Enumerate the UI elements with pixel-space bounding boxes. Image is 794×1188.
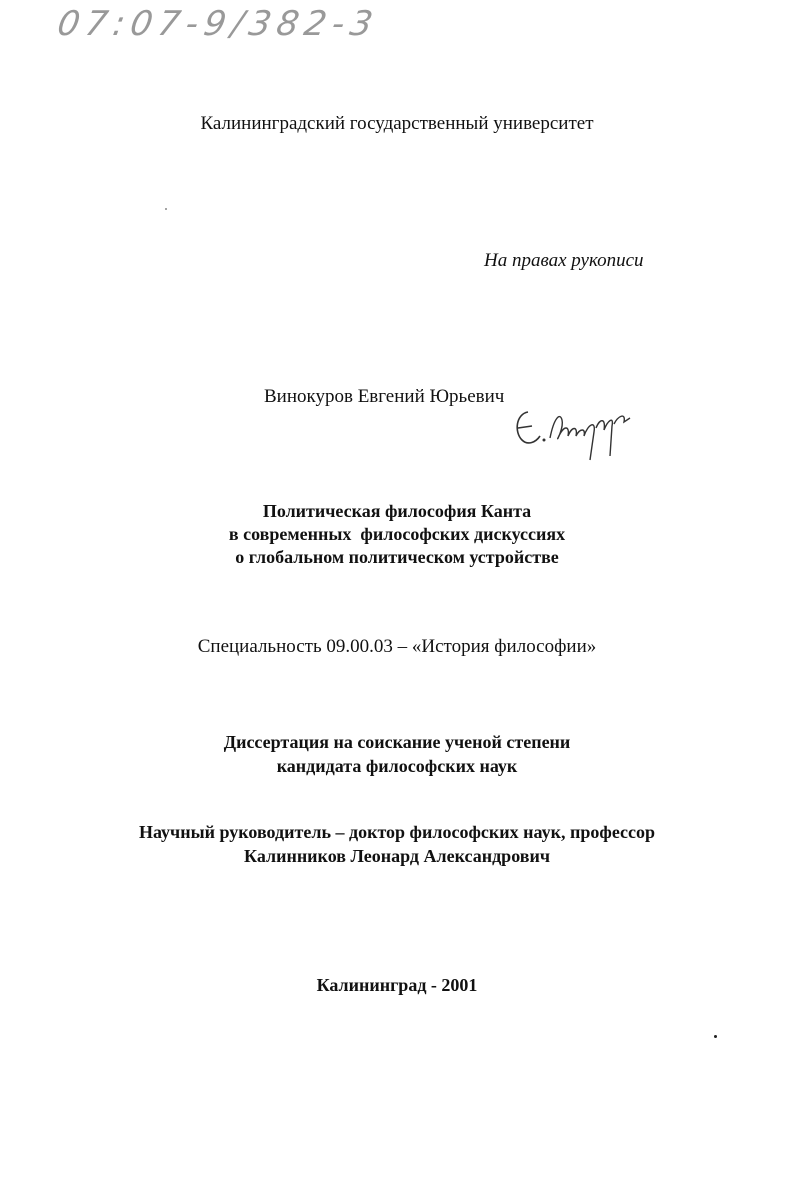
advisor-line-1: Научный руководитель – доктор философских наук, профессор (138, 822, 656, 842)
city-year: Калининград - 2001 (316, 975, 478, 995)
advisor-line-2: Калинников Леонард Александрович (244, 846, 550, 866)
title-line-3: о глобальном политическом устройстве (235, 547, 559, 567)
author-name: Винокуров Евгений Юрьевич (264, 386, 505, 407)
scientific-advisor (0, 820, 794, 868)
title-line-1: Политическая философия Канта (262, 501, 532, 521)
scan-speck (165, 208, 167, 210)
degree-line-2: кандидата философских наук (276, 756, 518, 776)
university-name: Калининградский государственный университет (200, 113, 594, 134)
specialty: Специальность 09.00.03 – «История философии» (197, 636, 597, 657)
title-line-2: в современных философских дискуссиях (228, 524, 566, 544)
manuscript-rights-note: На правах рукописи (484, 250, 644, 271)
dissertation-title (0, 500, 794, 569)
degree-line-1: Диссертация на соискание ученой степени (223, 732, 571, 752)
degree-statement (0, 730, 794, 778)
scan-speck (714, 1035, 717, 1038)
archive-stamp-number: 07:07-9/382-3 (54, 4, 382, 44)
author-signature (510, 398, 640, 468)
